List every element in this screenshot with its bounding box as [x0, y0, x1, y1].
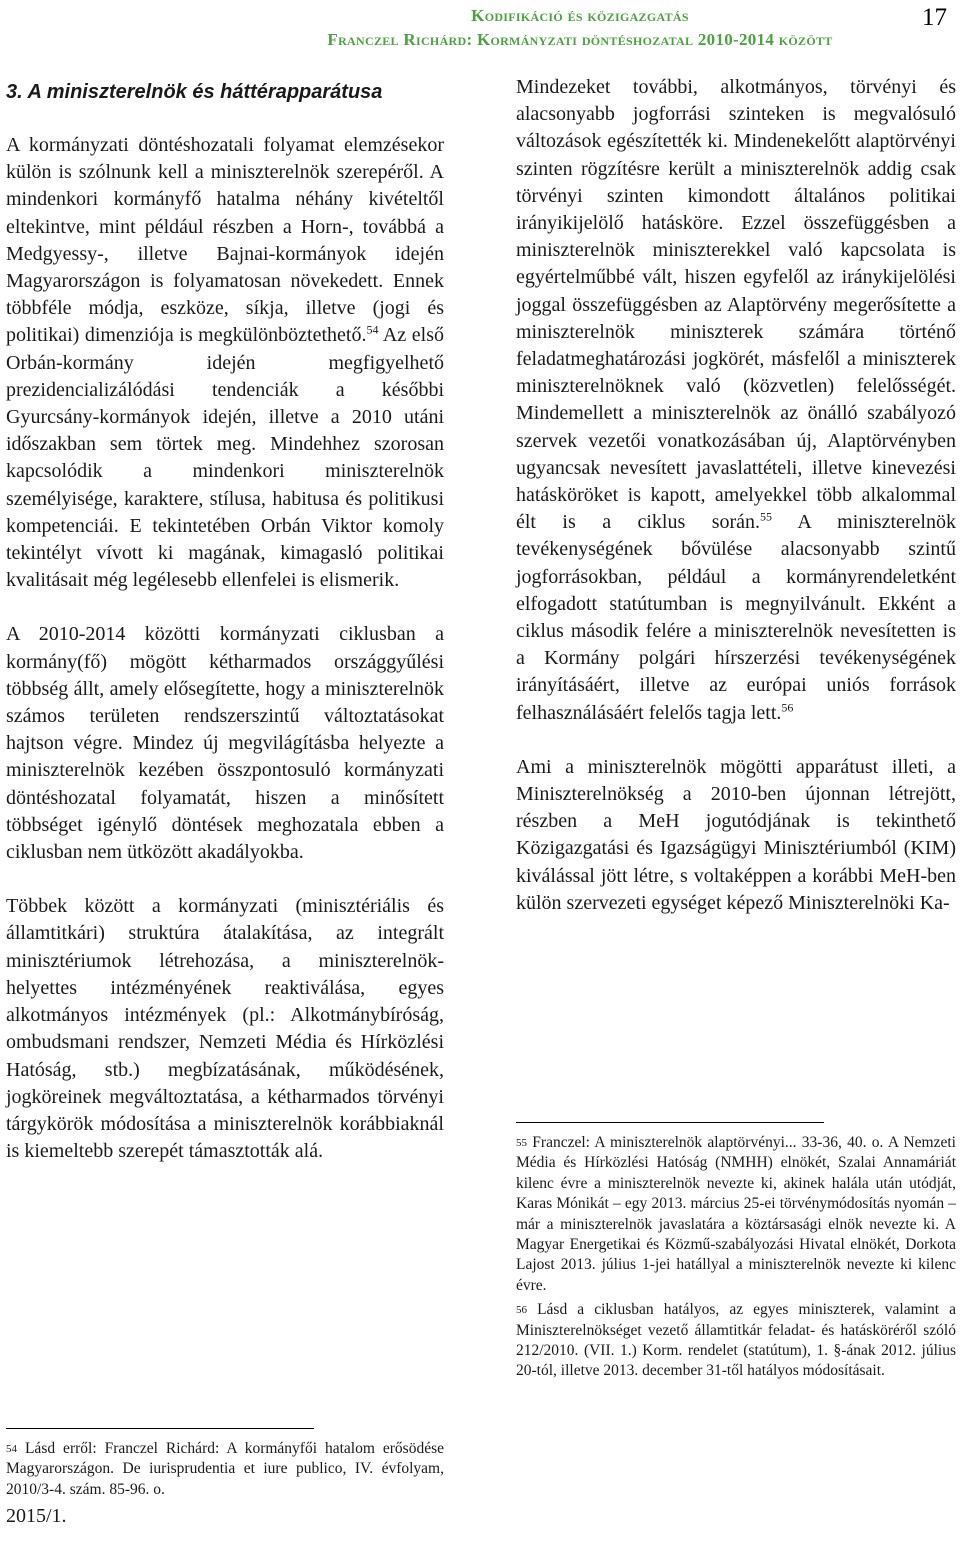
header-journal-title: Kodifikáció és közigazgatás — [471, 6, 689, 25]
footnote-text: Lásd a ciklusban hatályos, az egyes miniszterek, valamint a Miniszterelnökséget vezető államtitkár feladat- és hatásköréről szóló 212/2010. (VII. 1.) Korm. rendelet (statútum), 1. §-ának 2012. július 20-tól, illetve 2013. december 31-től hatályos módosításait. — [516, 1301, 956, 1380]
paragraph-left-2: A 2010-2014 közötti kormányzati ciklusban a kormány(fő) mögött kétharmados országgyűlési többség állt, amely elősegítette, hogy a miniszterelnök számos területen rendszerszintű változtatásokat hajtson végre. Mindez új megvilágításba helyezte a miniszterelnök kezében összpontosuló kormányzati döntéshozatal folyamatát, hiszen a minősített többséget igénylő döntések meghozatala ebben a ciklusban nem ütközött akadályokba. — [6, 623, 444, 864]
footnote-55 — [516, 1133, 956, 1296]
footnote-text: Franczel: A miniszterelnök alaptörvényi... 33-36, 40. o. A Nemzeti Média és Hírközlési Hatóság (NMHH) elnökét, Szalai Annamáriát kilenc évre a miniszterelnök nevezte ki, akinek halála után utódját, Karas Mónikát – egy 2013. március 25-ei törvénymódosítás nyomán – már a miniszterelnök javaslatára a köztársasági elnök nevezte ki. A Magyar Energetikai és Közmű-szabályozási Hivatal elnökét, Dorkota Lajost 2013. július 1-jei hatállyal a miniszterelnök nevezte ki kilenc évre. — [516, 1134, 956, 1294]
right-column — [516, 74, 956, 944]
footnote-number: 54 — [6, 1443, 17, 1455]
page-number: 17 — [922, 4, 947, 31]
footnote-56 — [516, 1300, 956, 1382]
running-header — [300, 4, 860, 52]
paragraph-left-3: Többek között a kormányzati (minisztériális és államtitkári) struktúra átalakítása, az integrált minisztériumok létrehozása, a miniszterelnök-helyettes intézményének reaktiválása, egyes alkotmányos intézmények (pl.: Alkotmánybíróság, ombudsmani rendszer, Nemzeti Média és Hírközlési Hatóság, stb.) megbízatásának, működésének, jogköreinek megváltoztatása, a kétharmados törvényi tárgykörök módosítása a miniszterelnök korábbiaknál is kiemeltebb szerepét támasztották alá. — [6, 895, 444, 1163]
paragraph-text: A kormányzati döntéshozatali folyamat elemzésekor külön is szólnunk kell a miniszterelnök szerepéről. A mindenkori kormányfő hatalma néhány kivételtől eltekintve, mint például részben a Horn-, továbbá a Medgyessy-, illetve Bajnai-kormányok idején Magyarországon is folyamatosan növekedett. Ennek többféle módja, eszköze, síkja, illetve (jogi és politikai) dimenziója is megkülönböztethető. — [6, 134, 444, 347]
paragraph-right-2: Ami a miniszterelnök mögötti apparátust illeti, a Miniszterelnökség a 2010-ben újonnan létrejött, részben a MeH jogutódjának is tekinthető Közigazgatási és Igazságügyi Minisztériumból (KIM) kiválással jött létre, s voltaképpen a korábbi MeH-ben külön szervezeti egységet képező Miniszterelnöki Ka- — [516, 755, 956, 914]
footnote-54 — [6, 1439, 444, 1500]
footnote-number: 56 — [516, 1304, 527, 1317]
footnote-ref-54[interactable]: 54 — [366, 322, 379, 337]
paragraph-text: Mindezeket további, alkotmányos, törvényi és alacsonyabb jogforrási szinteken is megvalósuló változások egészítették ki. Mindenekelőtt alaptörvényi szinten rögzítésre került a miniszterelnök addig csak törvényi szinten kimondott általános politikai irányikijelölő hatásköre. Ezzel összefüggésben a miniszterelnök miniszterekkel való kapcsolata is egyértelműbbé vált, hiszen egyfelől az iránykijelölési joggal összefüggésben az Alaptörvény megerősítette a miniszterelnök miniszterek számára történő feladatmeghatározási jogkörét, másfelől a miniszterek miniszterelnöknek való (közvetlen) felelősségét. Mindemellett a miniszterelnök az önálló szabályozó szervek vezetői vonatkozásában új, Alaptörvényben ugyancsak nevesített javaslattételi, illetve kinevezési hatásköröket is kapott, amelyekkel több alkalommal élt is a ciklus során. — [516, 76, 956, 534]
footnote-ref-55[interactable]: 55 — [760, 509, 773, 524]
paragraph-text: A miniszterelnök tevékenységének bővülése alacsonyabb szintű jogforrásokban, például a kormányrendeletként elfogadott statútumban is megnyilvánult. Ekként a ciklus második felére a miniszterelnök nevesítetten is a Kormány polgári hírszerzési tevékenységének irányításáért, illetve az európai uniós források felhasználásáért felelős tagja lett. — [516, 511, 956, 724]
footnote-ref-56[interactable]: 56 — [781, 700, 794, 715]
footnote-text: Lásd erről: Franczel Richárd: A kormányfői hatalom erősödése Magyarországon. De iurisprudentia et iure publico, IV. évfolyam, 2010/3-4. szám. 85-96. o. — [6, 1440, 444, 1498]
footnotes-left — [6, 1428, 444, 1528]
footnote-continuation: 2015/1. — [6, 1505, 67, 1528]
footnote-number: 55 — [516, 1137, 527, 1149]
left-column — [6, 74, 444, 1192]
paragraph-right-1 — [516, 74, 956, 727]
paragraph-left-1 — [6, 132, 444, 594]
paragraph-text: Az első Orbán-kormány idején megfigyelhető prezidencializálódási tendenciák a későbbi Gyurcsány-kormányok idején, illetve a 2010 utáni időszakban sem törtek meg. Mindehhez szorosan kapcsolódik a mindenkori miniszterelnök személyisége, karaktere, stílusa, habitusa és politikusi kompetenciái. E tekintetében Orbán Viktor komoly tekintélyt vívott ki magának, kimagasló politikai kvalitásait még legélesebb ellenfelei is elismerik. — [6, 324, 445, 592]
section-heading: 3. A miniszterelnök és háttérapparátusa — [6, 81, 383, 103]
header-article-title: Franczel Richárd: Kormányzati döntéshozatal 2010-2014 között — [327, 30, 833, 49]
footnote-separator — [516, 1122, 824, 1123]
footnotes-right — [516, 1122, 956, 1386]
footnote-separator — [6, 1428, 314, 1429]
